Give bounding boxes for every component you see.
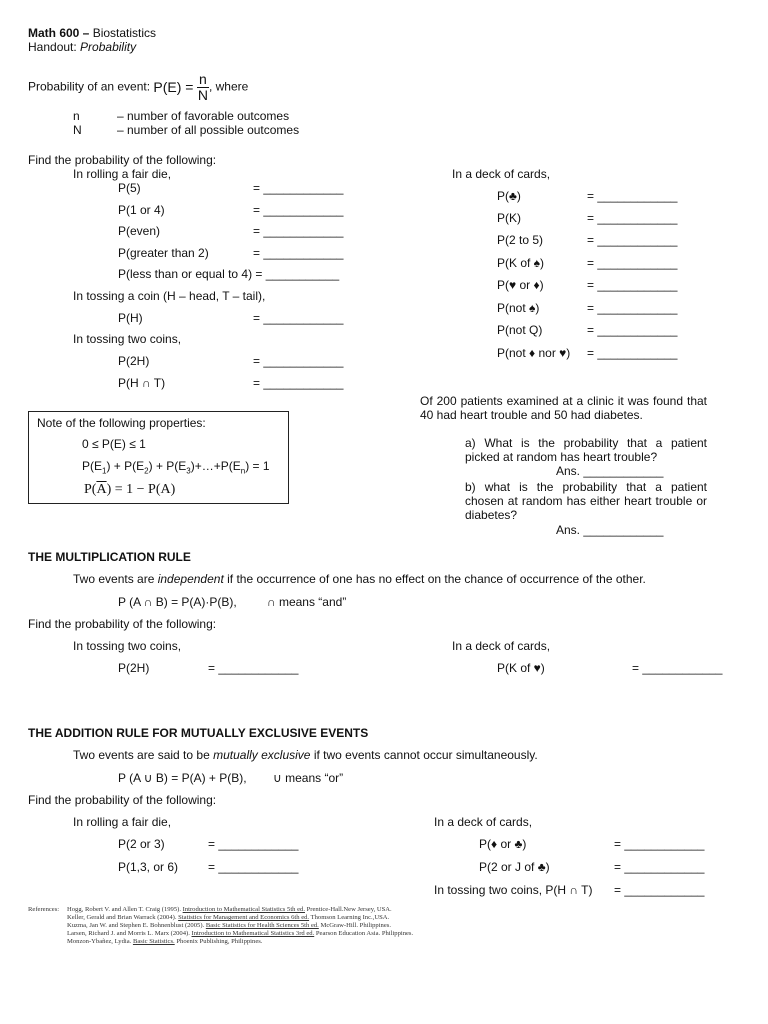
section1-intro: Find the probability of the following:: [28, 153, 217, 167]
cards-heading: In a deck of cards,: [452, 167, 551, 181]
property-range: 0 ≤ P(E) ≤ 1: [82, 437, 146, 451]
two-coins-item-label: P(H ∩ T): [118, 376, 166, 390]
multiplication-coins-label: P(2H): [118, 661, 150, 675]
die-item-label: P(even): [118, 224, 161, 238]
answer-blank[interactable]: = ____________: [253, 354, 344, 368]
die-item-label: P(greater than 2): [118, 246, 209, 260]
addition-coins-line: In tossing two coins, P(H ∩ T): [434, 883, 593, 897]
answer-blank-b[interactable]: Ans. ____________: [556, 523, 664, 537]
answer-blank[interactable]: = ____________: [587, 323, 678, 337]
property-complement: $P(\overline{A}) = 1 - P(A)$: [84, 482, 176, 497]
multiplication-formula: P (A ∩ B) = P(A)·P(B),: [118, 595, 237, 609]
answer-blank[interactable]: = ____________: [253, 203, 344, 217]
answer-blank[interactable]: = ____________: [208, 860, 299, 874]
term-desc: – number of all possible outcomes: [117, 123, 300, 137]
formula-suffix: , where: [208, 79, 249, 94]
two-coins-heading: In tossing two coins,: [73, 332, 182, 346]
answer-blank[interactable]: = ____________: [587, 189, 678, 203]
clinic-question-b: b) what is the probability that a patient chosen at random has either heart trouble or diabetes?: [465, 480, 707, 522]
answer-blank[interactable]: = ____________: [253, 181, 344, 195]
coin-item-label: P(H): [118, 311, 143, 325]
properties-box: [28, 411, 289, 504]
multiplication-coins-heading: In tossing two coins,: [73, 639, 182, 653]
handout-line: [28, 41, 136, 55]
die-item-label: P(5): [118, 181, 141, 195]
addition-cards-label: P(2 or J of ♣): [479, 860, 550, 874]
addition-die-label: P(2 or 3): [118, 837, 165, 851]
addition-cards-label: P(♦ or ♣): [479, 837, 527, 851]
card-item-label: P(not Q): [497, 323, 543, 337]
answer-blank[interactable]: = ____________: [587, 211, 678, 225]
card-item-label: P(K): [497, 211, 521, 225]
term-sym: n: [73, 109, 80, 123]
reference-item: Larsen, Richard J. and Morris L. Marx (2004). Introduction to Mathematical Statistics 3rd ed. Pearson Education Asia. Philippines.: [67, 930, 414, 937]
addition-die-heading: In rolling a fair die,: [73, 815, 172, 829]
answer-blank-a[interactable]: Ans. ____________: [556, 464, 664, 478]
addition-definition: Two events are said to be mutually exclusive if two events cannot occur simultaneously.: [73, 748, 538, 762]
die-item-label: P(1 or 4): [118, 203, 165, 217]
answer-blank[interactable]: = ____________: [253, 376, 344, 390]
term-desc: – number of favorable outcomes: [117, 109, 290, 123]
reference-item: Keller, Gerald and Brian Warrack (2004). Statistics for Management and Economics 6th ed. Thomson Learning Inc.,USA.: [67, 914, 390, 921]
answer-blank[interactable]: = ____________: [614, 837, 705, 851]
fraction-numerator: n: [197, 72, 209, 88]
probability-fraction: [197, 72, 209, 102]
multiplication-intro: Find the probability of the following:: [28, 617, 217, 631]
answer-blank[interactable]: = ____________: [587, 233, 678, 247]
card-item-label: P(♣): [497, 189, 521, 203]
answer-blank[interactable]: = ____________: [253, 311, 344, 325]
property-sum: $P(E_1) + P(E_2)$ + $P(E_3)+\dots+P(E_n) = 1$: [82, 459, 270, 476]
answer-blank[interactable]: = ____________: [253, 246, 344, 260]
addition-title: THE ADDITION RULE FOR MUTUALLY EXCLUSIVE EVENTS: [28, 726, 369, 740]
course-name: Biostatistics: [92, 26, 157, 40]
coin-heading: In tossing a coin (H – head, T – tail),: [73, 289, 266, 303]
references-list: [67, 906, 413, 946]
card-item-label: P(2 to 5): [497, 233, 544, 247]
union-meaning: ∪ means “or”: [273, 771, 344, 785]
card-item-label: P(not ♦ nor ♥): [497, 346, 571, 360]
die-heading: In rolling a fair die,: [73, 167, 172, 181]
card-item-label: P(♥ or ♦): [497, 278, 544, 292]
formula-lhs: P(E) =: [153, 79, 194, 96]
addition-die-label: P(1,3, or 6): [118, 860, 179, 874]
clinic-question-a: a) What is the probability that a patient picked at random has heart trouble?: [465, 436, 707, 464]
answer-blank[interactable]: = ____________: [587, 301, 678, 315]
course-header: [28, 27, 156, 41]
reference-item: Monzon-Ybañez, Lydia. Basic Statistics. Phoenix Publishing, Philippines.: [67, 938, 263, 945]
multiplication-definition: Two events are independent if the occurrence of one has no effect on the chance of occurrence of the other.: [73, 572, 646, 586]
answer-blank[interactable]: = ____________: [614, 883, 705, 897]
answer-blank[interactable]: = ____________: [587, 256, 678, 270]
answer-blank[interactable]: = ____________: [587, 346, 678, 360]
definition-label: Probability of an event:: [28, 79, 151, 94]
multiplication-cards-heading: In a deck of cards,: [452, 639, 551, 653]
multiplication-cards-label: P(K of ♥): [497, 661, 545, 675]
two-coins-item-label: P(2H): [118, 354, 150, 368]
intersection-meaning: ∩ means “and”: [267, 595, 347, 609]
reference-item: Hogg, Robert V. and Allen T. Craig (1995). Introduction to Mathematical Statistics 5th ed. Prentice-Hall.New Jersey, USA.: [67, 906, 392, 913]
die-item-label[interactable]: P(less than or equal to 4) = ___________: [118, 267, 340, 281]
handout-label: Handout:: [28, 40, 77, 54]
card-item-label: P(K of ♠): [497, 256, 545, 270]
fraction-denominator: N: [197, 86, 208, 103]
answer-blank[interactable]: = ____________: [614, 860, 705, 874]
addition-formula: P (A ∪ B) = P(A) + P(B),: [118, 771, 247, 785]
answer-blank[interactable]: = ____________: [208, 837, 299, 851]
properties-title: Note of the following properties:: [37, 416, 206, 430]
reference-item: Kuzma, Jan W. and Stephen E. Bohnenblust (2005). Basic Statistics for Health Sciences 5th ed. McGraw-Hill. Philippines.: [67, 922, 391, 929]
answer-blank[interactable]: = ____________: [587, 278, 678, 292]
answer-blank[interactable]: = ____________: [632, 661, 723, 675]
addition-cards-heading: In a deck of cards,: [434, 815, 533, 829]
definition-line: [28, 72, 248, 102]
clinic-text: Of 200 patients examined at a clinic it was found that 40 had heart trouble and 50 had diabetes.: [420, 394, 707, 422]
course-code: Math 600 –: [28, 26, 90, 40]
answer-blank[interactable]: = ____________: [208, 661, 299, 675]
handout-title: Probability: [80, 40, 137, 54]
term-sym: N: [73, 123, 82, 137]
multiplication-title: THE MULTIPLICATION RULE: [28, 550, 191, 564]
references-label: References:: [28, 906, 60, 913]
answer-blank[interactable]: = ____________: [253, 224, 344, 238]
addition-intro: Find the probability of the following:: [28, 793, 217, 807]
card-item-label: P(not ♠): [497, 301, 540, 315]
